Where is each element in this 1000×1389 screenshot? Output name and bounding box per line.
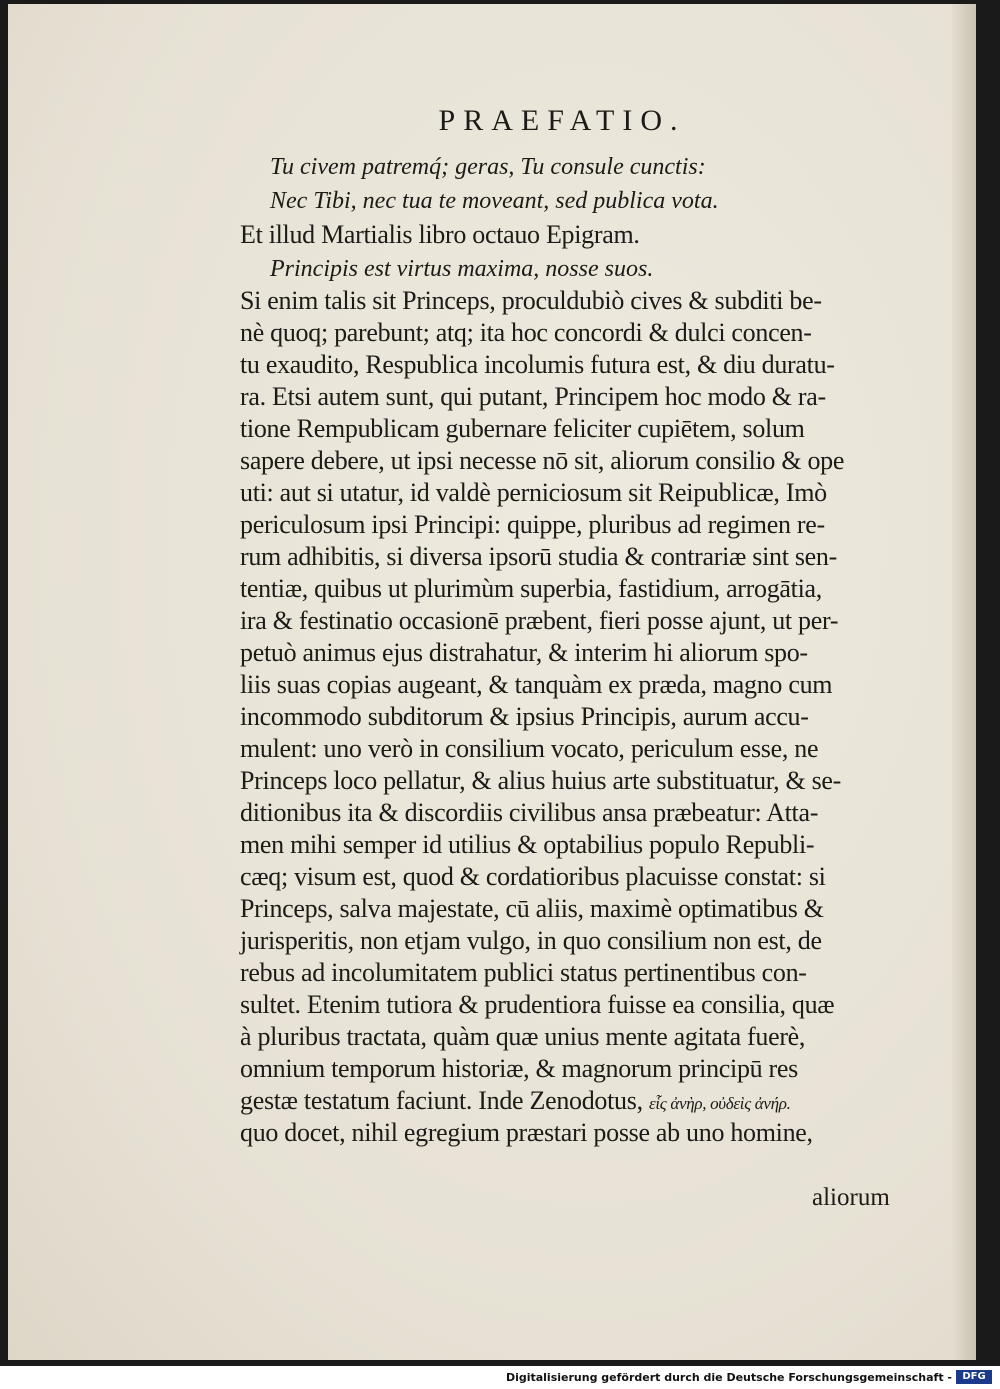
body-line: incommodo subditorum & ipsius Principis, aurum accu-	[240, 702, 809, 731]
body-line: petuò animus ejus distrahatur, & interim hi aliorum spo-	[240, 638, 808, 667]
intro-line: Et illud Martialis libro octauo Epigram.	[240, 220, 640, 249]
body-line: jurisperitis, non etjam vulgo, in quo consilium non est, de	[240, 926, 822, 955]
digitization-footer	[0, 1366, 1000, 1389]
page-edge	[952, 4, 976, 1360]
funding-credit: Digitalisierung gefördert durch die Deutsche Forschungsgemeinschaft -	[505, 1371, 952, 1384]
body-line: ra. Etsi autem sunt, qui putant, Principem hoc modo & ra-	[240, 382, 826, 411]
greek-phrase: εἷς ἀνὴρ, οὐδεὶς ἀνήρ.	[648, 1094, 791, 1113]
dfg-logo: DFG	[956, 1370, 992, 1384]
body-line: Si enim talis sit Princeps, proculdubiò cives & subditi be-	[240, 286, 822, 315]
page-heading: PRAEFATIO.	[438, 104, 686, 137]
book-page	[8, 4, 976, 1360]
body-line: rebus ad incolumitatem publici status pertinentibus con-	[240, 958, 807, 987]
body-line: cæq; visum est, quod & cordatioribus placuisse constat: si	[240, 862, 826, 891]
body-line: mulent: uno verò in consilium vocato, periculum esse, ne	[240, 734, 819, 763]
body-line: sultet. Etenim tutiora & prudentiora fuisse ea consilia, quæ	[240, 990, 835, 1019]
body-line: sapere debere, ut ipsi necesse nō sit, aliorum consilio & ope	[240, 446, 845, 475]
body-line: Princeps, salva majestate, cū aliis, maximè optimatibus &	[240, 894, 824, 923]
body-line: men mihi semper id utilius & optabilius populo Republi-	[240, 830, 815, 859]
quote-line: Principis est virtus maxima, nosse suos.	[270, 256, 654, 282]
catchword: aliorum	[812, 1184, 890, 1211]
body-line: omnium temporum historiæ, & magnorum principū res	[240, 1054, 798, 1083]
body-line: periculosum ipsi Principi: quippe, pluribus ad regimen re-	[240, 510, 825, 539]
body-line: uti: aut si utatur, id valdè perniciosum sit Reipublicæ, Imò	[240, 478, 827, 507]
body-line: rum adhibitis, si diversa ipsorū studia & contrariæ sint sen-	[240, 542, 837, 571]
body-line: tione Rempublicam gubernare feliciter cupiētem, solum	[240, 414, 805, 443]
body-line: tu exaudito, Respublica incolumis futura est, & diu duratu-	[240, 350, 835, 379]
body-line-text: gestæ testatum faciunt. Inde Zenodotus,	[240, 1086, 643, 1115]
body-line: à pluribus tractata, quàm quæ unius mente agitata fuerè,	[240, 1022, 806, 1051]
body-line: quo docet, nihil egregium præstari posse ab uno homine,	[240, 1118, 813, 1147]
body-line-with-greek	[240, 1086, 791, 1116]
body-line: liis suas copias augeant, & tanquàm ex præda, magno cum	[240, 670, 833, 699]
body-line: Princeps loco pellatur, & alius huius arte substituatur, & se-	[240, 766, 842, 795]
verse-line-1: Tu civem patremq́; geras, Tu consule cunctis:	[270, 154, 706, 180]
body-line: ira & festinatio occasionē præbent, fieri posse ajunt, ut per-	[240, 606, 839, 635]
body-line: ditionibus ita & discordiis civilibus ansa præbeatur: Atta-	[240, 798, 819, 827]
body-line: nè quoq; parebunt; atq; ita hoc concordi & dulci concen-	[240, 318, 812, 347]
verse-line-2: Nec Tibi, nec tua te moveant, sed publica vota.	[270, 188, 719, 214]
body-line: tentiæ, quibus ut plurimùm superbia, fastidium, arrogātia,	[240, 574, 822, 603]
